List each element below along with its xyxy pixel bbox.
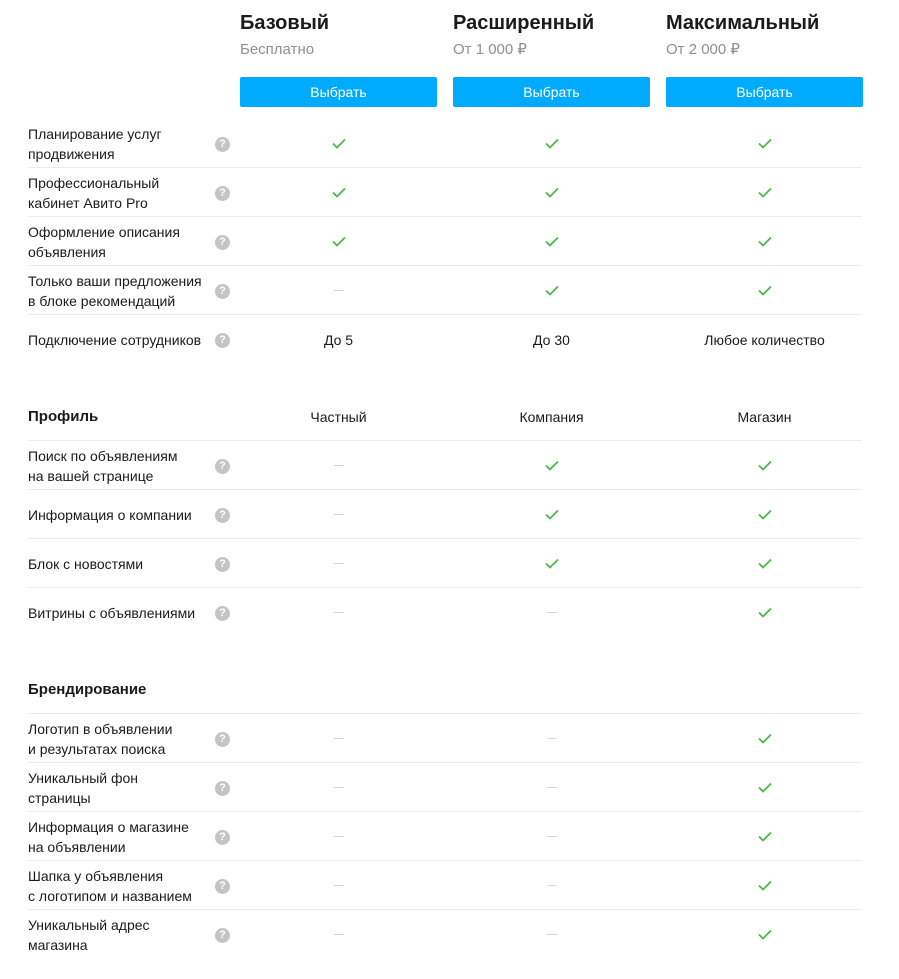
feature-value-maximum: [666, 119, 863, 168]
not-included-dash-icon: [334, 885, 344, 886]
choose-maximum-button[interactable]: Выбрать: [666, 77, 863, 107]
plan-extended: [453, 10, 650, 100]
feature-value-maximum: [666, 168, 863, 217]
not-included-dash-icon: [334, 738, 344, 739]
feature-row: [28, 763, 862, 812]
checkmark-icon: [758, 460, 772, 471]
plan-maximum: [666, 10, 863, 100]
help-icon[interactable]: ?: [215, 137, 230, 152]
feature-label: [28, 763, 213, 812]
help-icon[interactable]: ?: [215, 732, 230, 747]
not-included-dash-icon: [334, 612, 344, 613]
branding-section-header: [28, 665, 862, 714]
feature-value-extended: [453, 812, 650, 861]
not-included-dash-icon: [547, 934, 557, 935]
checkmark-icon: [758, 187, 772, 198]
feature-value-basic: [240, 168, 437, 217]
feature-label: [28, 441, 213, 490]
feature-value-basic: [240, 217, 437, 266]
feature-row: [28, 119, 862, 168]
feature-value-maximum: [666, 588, 863, 637]
feature-value-maximum: [666, 266, 863, 315]
not-included-dash-icon: [334, 514, 344, 515]
feature-value-basic: [240, 910, 437, 959]
checkmark-icon: [758, 733, 772, 744]
feature-label-text: Поиск по объявлениям на вашей странице: [28, 447, 178, 484]
plan-name: Расширенный: [453, 12, 595, 34]
feature-value-extended: [453, 763, 650, 812]
checkmark-icon: [332, 236, 346, 247]
checkmark-icon: [758, 138, 772, 149]
checkmark-icon: [332, 187, 346, 198]
plan-price: Бесплатно: [240, 41, 315, 58]
checkmark-icon: [545, 236, 559, 247]
feature-label-text: Планирование услуг продвижения: [28, 125, 162, 162]
choose-extended-button[interactable]: Выбрать: [453, 77, 650, 107]
feature-label: [28, 588, 213, 637]
checkmark-icon: [758, 509, 772, 520]
feature-label: [28, 910, 213, 959]
feature-value-extended: [453, 861, 650, 910]
checkmark-icon: [758, 285, 772, 296]
checkmark-icon: [545, 558, 559, 569]
feature-value-extended: До 30: [533, 331, 570, 348]
feature-label: [28, 490, 213, 539]
feature-label-text: Блок с новостями: [28, 555, 144, 572]
not-included-dash-icon: [334, 290, 344, 291]
help-icon[interactable]: ?: [215, 928, 230, 943]
feature-label-text: Оформление описания объявления: [28, 223, 180, 260]
help-icon[interactable]: ?: [215, 557, 230, 572]
feature-value-maximum: [666, 861, 863, 910]
not-included-dash-icon: [334, 465, 344, 466]
checkmark-icon: [758, 558, 772, 569]
help-icon[interactable]: ?: [215, 508, 230, 523]
feature-label: [28, 217, 213, 266]
help-icon[interactable]: ?: [215, 235, 230, 250]
section-title: Профиль: [28, 408, 99, 425]
feature-label: [28, 266, 213, 315]
checkmark-icon: [758, 831, 772, 842]
feature-label: [28, 119, 213, 168]
feature-label-text: Витрины с объявлениями: [28, 604, 196, 621]
feature-label-text: Профессиональный кабинет Авито Pro: [28, 174, 160, 211]
profile-type-basic: Частный: [310, 408, 367, 425]
feature-value-basic: [240, 490, 437, 539]
help-icon[interactable]: ?: [215, 333, 230, 348]
checkmark-icon: [545, 460, 559, 471]
feature-value-basic: [240, 861, 437, 910]
not-included-dash-icon: [334, 836, 344, 837]
help-icon[interactable]: ?: [215, 879, 230, 894]
not-included-dash-icon: [547, 738, 557, 739]
not-included-dash-icon: [334, 563, 344, 564]
feature-value-maximum: [666, 763, 863, 812]
feature-label-text: Логотип в объявлении и результатах поиска: [28, 720, 173, 757]
feature-row: [28, 588, 862, 637]
checkmark-icon: [332, 138, 346, 149]
checkmark-icon: [545, 285, 559, 296]
feature-row: [28, 441, 862, 490]
feature-value-maximum: [666, 441, 863, 490]
feature-label: [28, 315, 213, 364]
profile-section-header: [28, 392, 862, 441]
feature-row: [28, 217, 862, 266]
checkmark-icon: [758, 880, 772, 891]
not-included-dash-icon: [547, 787, 557, 788]
feature-label: [28, 714, 213, 763]
feature-value-basic: [240, 119, 437, 168]
feature-value-basic: [240, 714, 437, 763]
feature-row: [28, 714, 862, 763]
feature-value-extended: [453, 714, 650, 763]
feature-value-basic: [240, 441, 437, 490]
help-icon[interactable]: ?: [215, 606, 230, 621]
feature-row: [28, 315, 862, 364]
feature-value-extended: [453, 266, 650, 315]
feature-value-maximum: [666, 812, 863, 861]
help-icon[interactable]: ?: [215, 459, 230, 474]
checkmark-icon: [758, 236, 772, 247]
feature-value-extended: [453, 441, 650, 490]
plan-name: Максимальный: [666, 12, 820, 34]
checkmark-icon: [545, 138, 559, 149]
feature-value-extended: [453, 490, 650, 539]
section-title: Брендирование: [28, 681, 147, 698]
plan-price: От 1 000 ₽: [453, 41, 527, 58]
feature-value-extended: [453, 588, 650, 637]
not-included-dash-icon: [334, 934, 344, 935]
feature-value-maximum: [666, 217, 863, 266]
feature-value-extended: [453, 119, 650, 168]
not-included-dash-icon: [547, 836, 557, 837]
feature-value-extended: [453, 910, 650, 959]
plan-basic: [240, 10, 437, 100]
plan-name: Базовый: [240, 12, 330, 34]
feature-value-basic: [240, 539, 437, 588]
feature-row: [28, 266, 862, 315]
feature-row: [28, 861, 862, 910]
feature-value-basic: [240, 812, 437, 861]
not-included-dash-icon: [334, 787, 344, 788]
feature-label-text: Уникальный фон страницы: [28, 769, 139, 806]
feature-row: [28, 539, 862, 588]
help-icon[interactable]: ?: [215, 186, 230, 201]
feature-value-basic: До 5: [323, 331, 354, 348]
profile-type-extended: Компания: [519, 408, 584, 425]
feature-label: [28, 812, 213, 861]
feature-label-text: Информация о компании: [28, 506, 192, 523]
checkmark-icon: [545, 509, 559, 520]
feature-label-text: Только ваши предложения в блоке рекомендаций: [28, 272, 202, 309]
feature-value-maximum: Любое количество: [704, 331, 825, 348]
feature-label-text: Информация о магазине на объявлении: [28, 818, 189, 855]
checkmark-icon: [758, 782, 772, 793]
feature-value-basic: [240, 588, 437, 637]
feature-label: [28, 861, 213, 910]
help-icon[interactable]: ?: [215, 284, 230, 299]
checkmark-icon: [545, 187, 559, 198]
feature-value-basic: [240, 763, 437, 812]
feature-value-extended: [453, 168, 650, 217]
help-icon[interactable]: ?: [215, 781, 230, 796]
checkmark-icon: [758, 929, 772, 940]
feature-label-text: Шапка у объявления с логотипом и названием: [28, 867, 192, 904]
feature-label: [28, 539, 213, 588]
feature-value-extended: [453, 217, 650, 266]
checkmark-icon: [758, 607, 772, 618]
feature-row: [28, 812, 862, 861]
feature-label-text: Уникальный адрес магазина: [28, 916, 150, 953]
feature-row: [28, 910, 862, 959]
feature-value-maximum: [666, 490, 863, 539]
feature-row: [28, 490, 862, 539]
feature-value-maximum: [666, 714, 863, 763]
not-included-dash-icon: [547, 612, 557, 613]
feature-value-basic: [240, 266, 437, 315]
feature-value-maximum: [666, 910, 863, 959]
help-icon[interactable]: ?: [215, 830, 230, 845]
feature-value-maximum: [666, 539, 863, 588]
feature-row: [28, 168, 862, 217]
plan-price: От 2 000 ₽: [666, 41, 740, 58]
profile-type-maximum: Магазин: [737, 408, 792, 425]
feature-value-extended: [453, 539, 650, 588]
not-included-dash-icon: [547, 885, 557, 886]
feature-label-text: Подключение сотрудников: [28, 331, 202, 348]
choose-basic-button[interactable]: Выбрать: [240, 77, 437, 107]
feature-label: [28, 168, 213, 217]
